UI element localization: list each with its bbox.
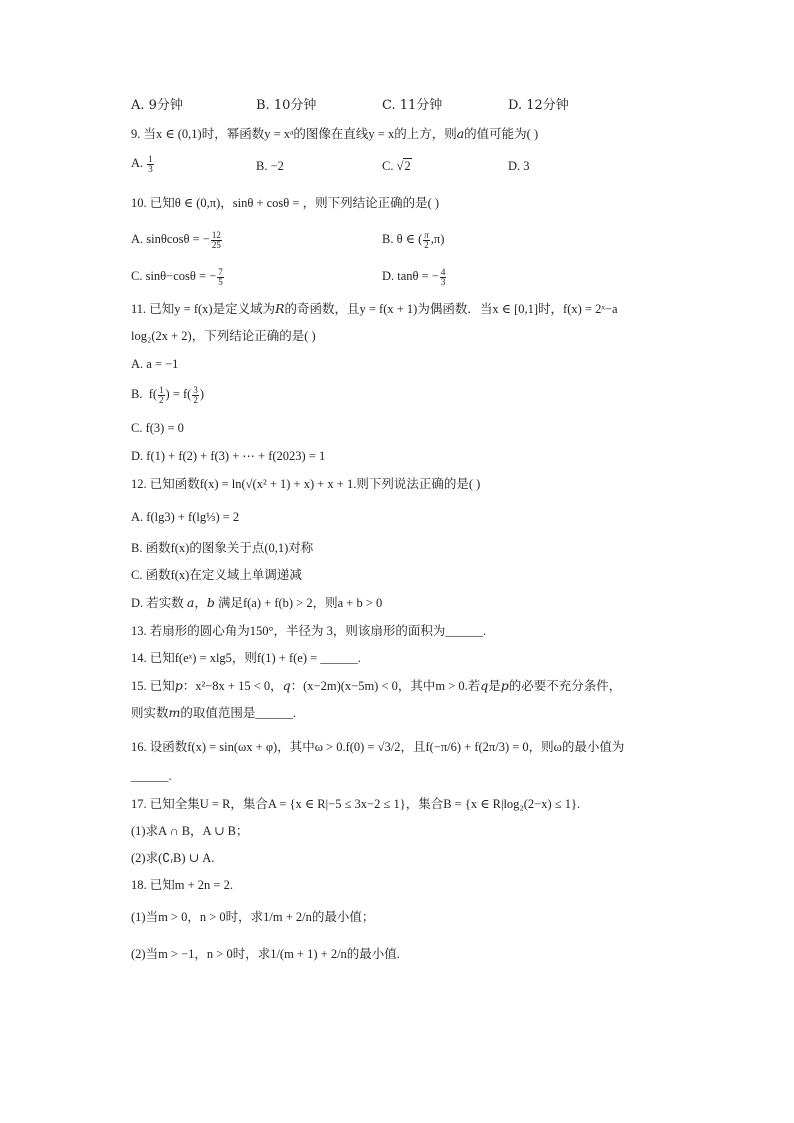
q12-option-b: B. 函数f(x)的图象关于点(0,1)对称 xyxy=(131,541,314,555)
q17-part1: (1)求A ∩ B，A ∪ B； xyxy=(131,824,249,838)
q9-option-c: C. √2 xyxy=(382,159,411,173)
q10-option-b: B. θ ∈ ( $\frac{\pi}{2}$ ,π) xyxy=(382,229,445,250)
q18-part2: (2)当m > −1，n > 0时，求1/(m + 1) + 2/n的最小值. xyxy=(131,947,400,961)
q15-stem-line2: 则实数𝑚的取值范围是______. xyxy=(131,706,296,720)
q11-stem-line2: log₂(2x + 2)，下列结论正确的是( ) xyxy=(131,329,316,343)
q11-option-c: C. f(3) = 0 xyxy=(131,421,184,435)
q12-option-c: C. 函数f(x)在定义域上单调递减 xyxy=(131,568,302,582)
q17-stem: 17. 已知全集U = R，集合A = {x ∈ R|−5 ≤ 3x−2 ≤ 1}，集合B = {x ∈ R|log₂(2−x) ≤ 1}. xyxy=(131,797,581,811)
q8-option-a: A. 9分钟 xyxy=(131,98,183,113)
q8-option-b: B. 10分钟 xyxy=(256,98,317,113)
q12-option-a: A. f(lg3) + f(lg⅓) = 2 xyxy=(131,510,240,524)
q18-stem: 18. 已知m + 2n = 2. xyxy=(131,878,233,892)
q12-option-d: D. 若实数 𝑎，𝑏 满足f(a) + f(b) > 2，则a + b > 0 xyxy=(131,596,383,610)
q11-option-d: D. f(1) + f(2) + f(3) + ⋯ + f(2023) = 1 xyxy=(131,449,326,463)
fraction-1-3: $\frac{1}{3}$ xyxy=(148,153,153,174)
q8-option-c: C. 11分钟 xyxy=(382,98,443,113)
q13-stem: 13. 若扇形的圆心角为150°，半径为 3，则该扇形的面积为______. xyxy=(131,624,486,638)
q17-part2: (2)求(∁ᵣB) ∪ A. xyxy=(131,851,215,865)
q8-option-d: D. 12分钟 xyxy=(508,98,569,113)
q16-stem-line1: 16. 设函数f(x) = sin(ωx + φ)，其中ω > 0.f(0) = √3/2，且f(−π/6) + f(2π/3) = 0，则ω的最小值为 xyxy=(131,740,625,754)
q9-option-a: A. $\frac{1}{3}$ xyxy=(131,153,153,174)
q16-stem-line2: ______. xyxy=(131,769,172,783)
q14-stem: 14. 已知f(eˣ) = xlg5，则f(1) + f(e) = ______. xyxy=(131,651,361,665)
q18-part1: (1)当m > 0，n > 0时，求1/m + 2/n的最小值； xyxy=(131,910,375,924)
q9-option-b: B. −2 xyxy=(256,159,284,173)
q11-option-a: A. a = −1 xyxy=(131,357,179,371)
q10-option-c: C. sinθ−cosθ = − $\frac{7}{5}$ xyxy=(131,266,223,287)
q12-stem: 12. 已知函数f(x) = ln(√(x² + 1) + x) + x + 1.则下列说法正确的是( ) xyxy=(131,477,481,491)
q11-stem-line1: 11. 已知y = f(x)是定义域为𝑅的奇函数，且y = f(x + 1)为偶函数．当x ∈ [0,1]时，f(x) = 2ˣ−a xyxy=(131,302,618,316)
q9-option-d: D. 3 xyxy=(508,159,530,173)
q10-option-d: D. tanθ = − $\frac{4}{3}$ xyxy=(382,266,446,287)
q11-option-b: B. f( $\frac{1}{2}$ ) = f( $\frac{3}{2}$ ) xyxy=(131,384,205,405)
q9-stem: 9. 当x ∈ (0,1)时，幂函数y = xᵃ的图像在直线y = x的上方，则𝑎的值可能为( ) xyxy=(131,127,539,141)
q10-option-a: A. sinθcosθ = − $\frac{12}{25}$ xyxy=(131,229,221,250)
q10-stem: 10. 已知θ ∈ (0,π)，sinθ + cosθ = ，则下列结论正确的是( ) xyxy=(131,196,440,210)
q15-stem-line1: 15. 已知𝑝：x²−8x + 15 < 0，𝑞：(x−2m)(x−5m) < 0，其中m > 0.若𝑞是𝑝的必要不充分条件， xyxy=(131,679,622,693)
